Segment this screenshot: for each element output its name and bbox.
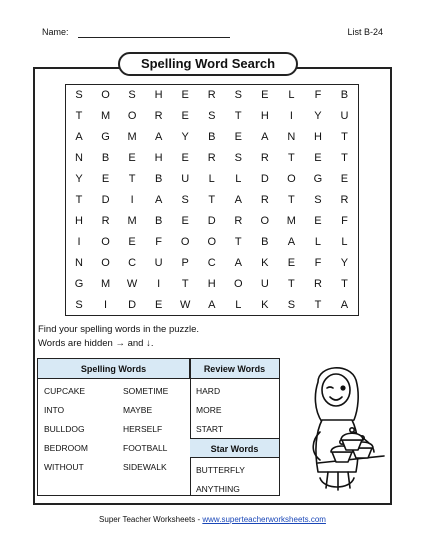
grid-letter: O — [234, 277, 244, 290]
spelling-word: FOOTBALL — [123, 443, 168, 453]
grid-letter: S — [75, 298, 84, 311]
grid-letter: E — [261, 89, 269, 102]
grid-letter: E — [340, 173, 349, 186]
grid-letter: E — [154, 298, 163, 311]
grid-letter: D — [101, 193, 111, 206]
grid-letter: O — [101, 235, 111, 248]
grid-letter: T — [314, 298, 322, 311]
grid-letter: O — [207, 235, 217, 248]
grid-letter: T — [288, 152, 296, 165]
grid-letter: F — [155, 235, 163, 248]
grid-letter: R — [101, 214, 111, 227]
grid-letter: H — [260, 110, 270, 123]
grid-letter: G — [313, 173, 323, 186]
grid-letter: H — [75, 214, 84, 227]
spelling-word: INTO — [44, 405, 65, 415]
grid-letter: R — [313, 277, 323, 290]
grid-letter: U — [340, 110, 349, 123]
grid-letter: L — [235, 173, 242, 186]
grid-letter: E — [181, 110, 190, 123]
grid-letter: A — [208, 298, 216, 311]
grid-letter: E — [234, 131, 243, 144]
grid-letter: F — [314, 256, 322, 269]
grid-letter: B — [208, 131, 216, 144]
review-word: MORE — [196, 405, 222, 415]
name-input-line[interactable] — [78, 37, 230, 38]
grid-letter: R — [154, 110, 164, 123]
grid-letter: T — [208, 193, 216, 206]
star-word: ANYTHING — [196, 484, 240, 494]
grid-letter: I — [157, 277, 161, 290]
spelling-word: CUPCAKE — [44, 386, 86, 396]
grid-letter: K — [261, 256, 269, 269]
review-word: START — [196, 424, 224, 434]
grid-letter: N — [75, 152, 84, 165]
spelling-word: SOMETIME — [123, 386, 169, 396]
grid-letter: O — [260, 214, 270, 227]
grid-letter: D — [128, 298, 137, 311]
grid-letter: T — [128, 173, 136, 186]
grid-letter: O — [287, 173, 297, 186]
grid-letter: R — [207, 152, 217, 165]
grid-letter: K — [261, 298, 269, 311]
grid-letter: F — [314, 89, 322, 102]
grid-letter: O — [101, 89, 111, 102]
spelling-words-header: Spelling Words — [38, 359, 190, 379]
grid-letter: A — [75, 131, 84, 144]
grid-letter: A — [287, 235, 296, 248]
grid-letter: T — [181, 277, 190, 290]
grid-letter: H — [207, 277, 217, 290]
grid-letter: Y — [340, 256, 349, 269]
grid-letter: T — [234, 110, 243, 123]
grid-letter: S — [128, 89, 137, 102]
grid-letter: S — [234, 152, 243, 165]
list-id: List B-24 — [347, 27, 383, 37]
grid-letter: A — [154, 193, 163, 206]
grid-letter: E — [128, 235, 137, 248]
grid-letter: S — [287, 298, 296, 311]
grid-letter: T — [288, 277, 296, 290]
grid-letter: Y — [181, 131, 190, 144]
grid-letter: B — [154, 173, 163, 186]
grid-letter: E — [314, 214, 323, 227]
grid-letter: T — [341, 277, 349, 290]
page-title: Spelling Word Search — [118, 52, 298, 76]
grid-letter: I — [104, 298, 108, 311]
grid-letter: Y — [314, 110, 323, 123]
grid-letter: L — [314, 235, 322, 248]
grid-letter: O — [127, 110, 137, 123]
header-row — [42, 23, 383, 39]
grid-letter: S — [208, 110, 216, 123]
grid-letter: L — [235, 298, 242, 311]
grid-letter: B — [101, 152, 110, 165]
grid-letter: A — [340, 298, 349, 311]
grid-letter: E — [101, 173, 110, 186]
grid-letter: D — [207, 214, 217, 227]
footer-link[interactable]: www.superteacherworksheets.com — [202, 515, 326, 524]
grid-letter: B — [154, 214, 163, 227]
grid-letter: C — [128, 256, 137, 269]
grid-letter: E — [314, 152, 323, 165]
grid-letter: S — [181, 193, 190, 206]
spelling-word: HERSELF — [123, 424, 163, 434]
spelling-word: MAYBE — [123, 405, 153, 415]
grid-letter: T — [288, 193, 296, 206]
grid-letter: M — [286, 214, 297, 227]
grid-letter: M — [100, 277, 111, 290]
grid-letter: B — [261, 235, 269, 248]
grid-letter: M — [100, 110, 111, 123]
grid-letter: U — [181, 173, 190, 186]
grid-letter: E — [181, 214, 190, 227]
grid-letter: U — [260, 277, 270, 290]
grid-letter: O — [101, 256, 111, 269]
grid-letter: M — [127, 214, 138, 227]
grid-letter: B — [340, 89, 349, 102]
grid-letter: T — [75, 110, 83, 123]
name-label: Name: — [42, 27, 69, 37]
grid-letter: R — [260, 193, 270, 206]
grid-letter: R — [234, 214, 243, 227]
grid-letter: L — [208, 173, 216, 186]
grid-letter: A — [234, 256, 243, 269]
column-divider — [190, 359, 191, 495]
grid-letter: I — [289, 110, 294, 123]
grid-letter: D — [260, 173, 270, 186]
word-search-grid — [65, 84, 359, 316]
girl-cupcakes-illustration — [288, 360, 394, 500]
grid-letter: T — [75, 193, 83, 206]
grid-letter: A — [261, 131, 269, 144]
grid-letter: E — [287, 256, 296, 269]
grid-letter: S — [75, 89, 84, 102]
grid-letter: H — [313, 131, 323, 144]
grid-letter: A — [234, 193, 243, 206]
grid-letter: S — [234, 89, 243, 102]
grid-letter: S — [314, 193, 323, 206]
grid-letter: R — [207, 89, 217, 102]
footer-prefix: Super Teacher Worksheets - — [99, 515, 203, 524]
spelling-word: SIDEWALK — [123, 462, 167, 472]
word-list-table — [37, 358, 280, 496]
grid-letter: E — [128, 152, 137, 165]
star-words-header: Star Words — [190, 438, 279, 458]
grid-letter: W — [180, 298, 191, 311]
grid-letter: G — [101, 131, 111, 144]
grid-letter: T — [341, 152, 349, 165]
grid-letter: H — [154, 152, 164, 165]
review-word: HARD — [196, 386, 221, 396]
grid-letter: P — [181, 256, 190, 269]
grid-letter: I — [130, 193, 135, 206]
grid-letter: Y — [75, 173, 84, 186]
spelling-word: BEDROOM — [44, 443, 88, 453]
grid-letter: R — [340, 193, 349, 206]
grid-letter: O — [180, 235, 190, 248]
grid-letter: G — [74, 277, 84, 290]
review-words-header: Review Words — [190, 359, 279, 379]
grid-letter: R — [260, 152, 270, 165]
grid-letter: A — [154, 131, 163, 144]
instruction-line-2: Words are hidden → and ↓. — [38, 338, 154, 349]
letter-grid — [66, 85, 358, 315]
grid-letter: M — [127, 131, 138, 144]
grid-letter: N — [75, 256, 84, 269]
grid-letter: F — [341, 214, 349, 227]
grid-letter: T — [341, 131, 349, 144]
grid-letter: L — [341, 235, 349, 248]
grid-letter: L — [288, 89, 295, 102]
instruction-line-1: Find your spelling words in the puzzle. — [38, 324, 200, 335]
spelling-word: BULLDOG — [44, 424, 85, 434]
grid-letter: T — [234, 235, 243, 248]
grid-letter: I — [77, 235, 82, 248]
spelling-word: WITHOUT — [44, 462, 84, 472]
grid-letter: W — [126, 277, 138, 290]
grid-letter: H — [154, 89, 164, 102]
instructions — [38, 323, 199, 351]
footer — [0, 515, 425, 524]
grid-letter: E — [181, 152, 190, 165]
grid-letter: C — [207, 256, 217, 269]
star-word: BUTTERFLY — [196, 465, 245, 475]
grid-letter: E — [181, 89, 190, 102]
grid-letter: N — [287, 131, 296, 144]
grid-letter: U — [154, 256, 164, 269]
